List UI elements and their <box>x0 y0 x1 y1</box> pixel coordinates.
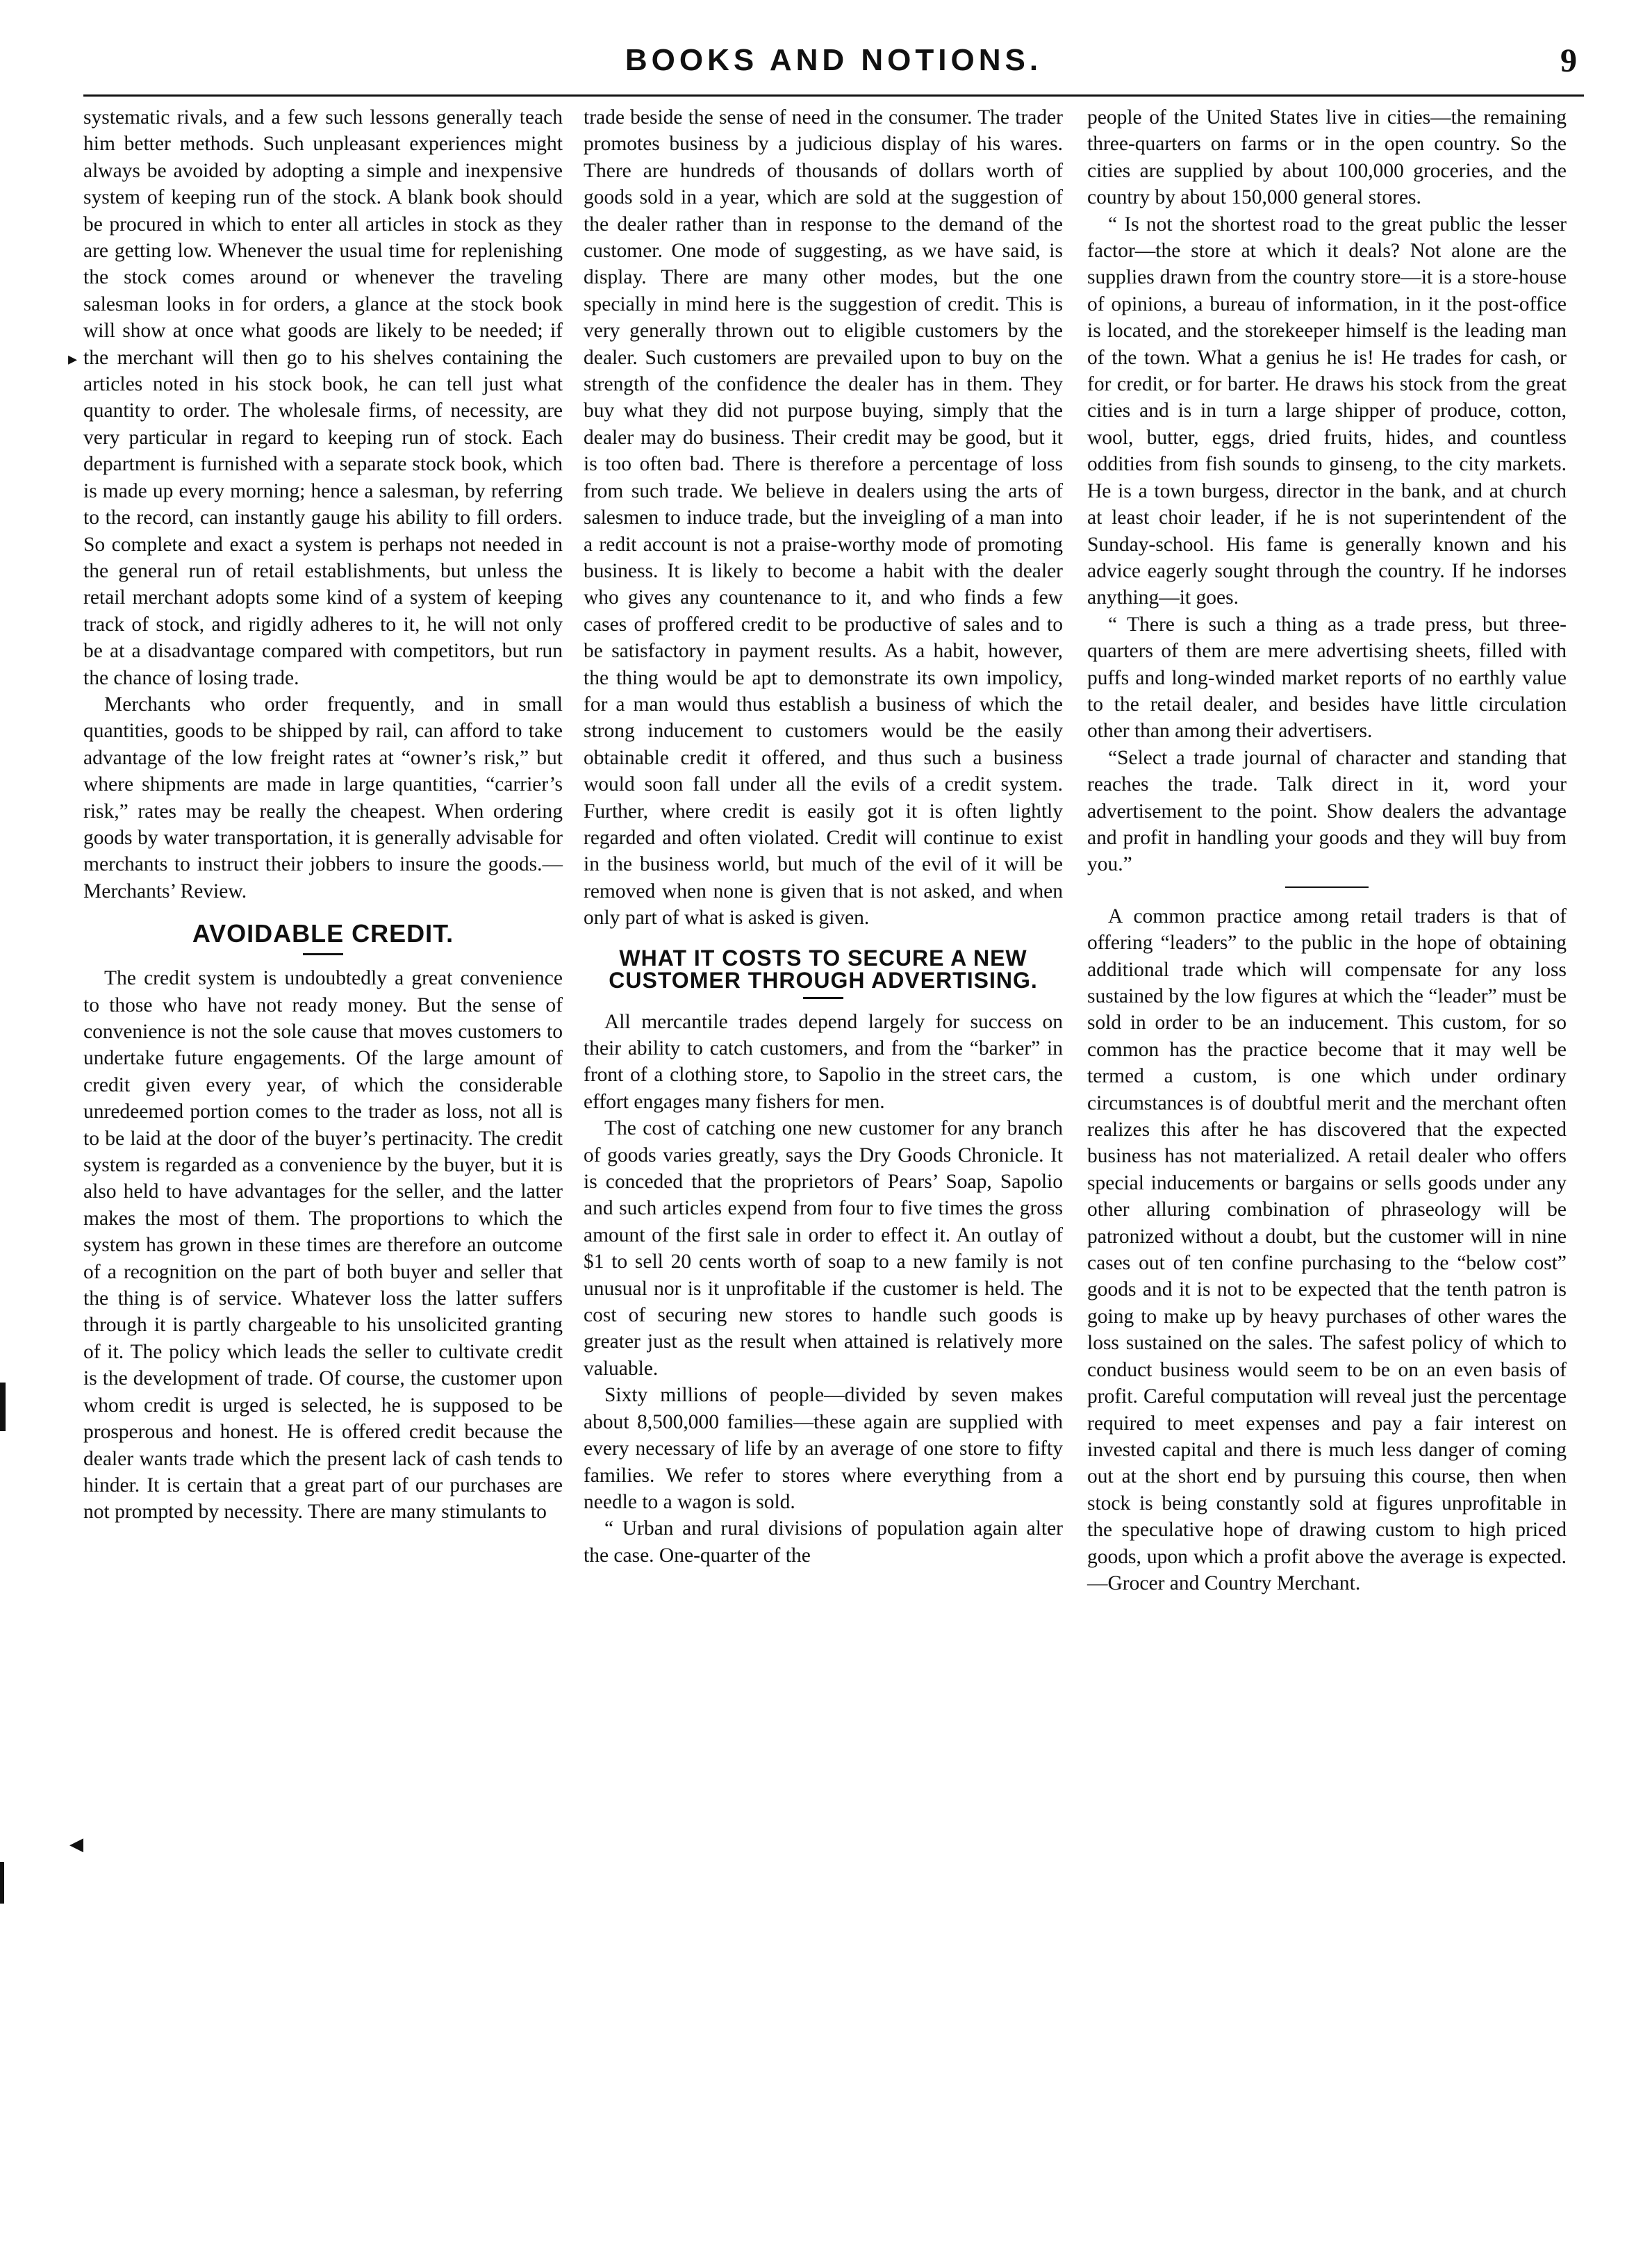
left-edge-mark <box>0 1862 4 1904</box>
margin-arrow-icon: ◀ <box>69 1834 83 1855</box>
paragraph: All mercantile trades depend largely for success on their ability to catch customers, and from the “barker” in front of a clothing store, to Sapolio in the street cars, the effort engages many fishers for men. <box>584 1010 1063 1113</box>
column-2 <box>584 104 1063 1569</box>
section-divider <box>1285 886 1369 888</box>
masthead <box>83 42 1584 90</box>
left-edge-mark <box>0 1383 6 1431</box>
page-title: BOOKS AND NOTIONS. <box>625 43 1043 77</box>
page-number: 9 <box>1560 42 1577 79</box>
margin-pointer-icon: ▸ <box>68 349 78 370</box>
paragraph: systematic rivals, and a few such lessons generally teach him better methods. Such unpleasant experiences might always be avoided by adopting a simple and inexpensive system of keeping run of the stock. A blank book should be procured in which to enter all articles in stock as they are getting low. Whenever the usual time for replenishing the stock comes around or whenever the traveling salesman looks in for orders, a glance at the stock book will show at once what goods are likely to be needed; if the merchant will then go to his shelves containing the articles noted in his stock book, he can tell just what quantity to order. The wholesale firms, of necessity, are very particular in regard to keeping run of stock. Each department is furnished with a separate stock book, which is made up every morning; hence a salesman, by referring to the record, can instantly gauge his ability to fill orders. So complete and exact a system is perhaps not needed in the general run of retail establishments, but unless the retail merchant adopts some kind of a system of keeping track of stock, and rigidly adheres to it, he will not only be at a disadvantage compared with competitors, but run the chance of losing trade. <box>83 106 563 689</box>
heading-rule <box>303 953 343 955</box>
column-1 <box>83 104 563 1526</box>
section-heading: AVOIDABLE CREDIT. <box>192 919 454 948</box>
paragraph: “ Is not the shortest road to the great public the lesser factor—the store at which it deals? Not alone are the supplies drawn from the country store—it is a store-house of opinions, a bureau of information, in it the post-office is located, and the storekeeper himself is the leading man of the town. What a genius he is! He trades for cash, or for credit, or for barter. He draws his stock from the great cities and is in turn a large shipper of produce, cotton, wool, butter, eggs, dried fruits, hides, and countless oddities from fish sounds to ginseng, to the city markets. He is a town burgess, director in the bank, and at church at least choir leader, if he is not superintendent of the Sunday-school. His fame is generally known and his advice eagerly sought through the country. If he indorses anything—it goes. <box>1087 213 1567 609</box>
section-heading: WHAT IT COSTS TO SECURE A NEW CUSTOMER THROUGH ADVERTISING. <box>609 945 1038 993</box>
paragraph: “ There is such a thing as a trade press, but three-quarters of them are mere advertising sheets, filled with puffs and long-winded market reports of no earthly value to the retail dealer, and besides have little circulation other than among their advertisers. <box>1087 613 1567 743</box>
paragraph: A common practice among retail traders is that of offering “leaders” to the public in the hope of obtaining additional trade which will compensate for any loss sustained by the low figures at which the “leader” must be sold in order to be an inducement. This custom, for so common has the practice become that it may well be termed a custom, is one which under ordinary circumstances is of doubtful merit and the merchant often realizes this after he has discovered that the expected business has not materialized. A retail dealer who offers special inducements or bargains or sells goods under any other alluring combination of phraseology will be patronized without a doubt, but the customer will in nine cases out of ten confine purchasing to the “below cost” goods and it is not to be expected that the tenth patron is going to make up by heavy purchases of other wares the loss sustained on the sales. The safest policy of which to conduct business would seem to be on an even basis of profit. Careful computation will reveal just the percentage required to meet expenses and pay a fair interest on invested capital and there is much less danger of coming out at the short end by pursuing this course, then when stock is being constantly sold at figures unprofitable in the speculative hope of drawing custom to high priced goods, upon which a profit above the average is expected.—Grocer and Country Merchant. <box>1087 905 1567 1594</box>
paragraph: The credit system is undoubtedly a great convenience to those who have not ready money. But the sense of convenience is not the sole cause that moves customers to undertake future engagements. Of the large amount of credit given every year, of which the considerable unredeemed portion comes to the trader as loss, not all is to be laid at the door of the buyer’s pertinacity. The credit system is regarded as a convenience by the buyer, but it is also held to have advantages for the seller, and the latter makes the most of them. The proportions to which the system has grown in these times are therefore an outcome of a recognition on the part of both buyer and seller that the thing is of service. Whatever loss the latter suffers through it is partly chargeable to his unsolicited granting of it. The policy which leads the seller to cultivate credit is the development of trade. Of course, the customer upon whom credit is urged is selected, he is supposed to be prosperous and honest. He is offered credit because the dealer wants trade which the present lack of cash tends to hinder. It is certain that a great part of our purchases are not prompted by necessity. There are many stimulants to <box>83 967 563 1524</box>
paragraph: The cost of catching one new customer for any branch of goods varies greatly, says the Dry Goods Chronicle. It is conceded that the proprietors of Pears’ Soap, Sapolio and such articles expend from four to five times the gross amount of the first sale in order to effect it. An outlay of $1 to sell 20 cents worth of soap to a new family is not unusual nor is it unprofitable if the customer is held. The cost of securing new stores to handle such goods is greater just as the result when attained is relatively more valuable. <box>584 1117 1063 1380</box>
paragraph: trade beside the sense of need in the consumer. The trader promotes business by a judicious display of his wares. There are hundreds of thousands of dollars worth of goods sold in a year, which are sold at the suggestion of the dealer rather than in response to the demand of the customer. One mode of suggesting, as we have said, is display. There are many other modes, but the one specially in mind here is the suggestion of credit. This is very generally thrown out to eligible customers by the dealer. Such customers are prevailed upon to buy on the strength of the confidence the dealer has in them. They buy what they did not purpose buying, simply that the dealer may do business. Their credit may be good, but it is too often bad. There is therefore a percentage of loss from such trade. We believe in dealers using the arts of salesmen to induce trade, but the inveigling of a man into a redit account is not a praise-worthy mode of promoting business. It is likely to become a habit with the dealer who gives any countenance to it, and who finds a few cases of proffered credit to be productive of sales and to be satisfactory in payment results. As a habit, however, the thing would be apt to demonstrate its own impolicy, for a man would thus establish a business of which the strong inducement to customers would be the easily obtainable credit it offered, and thus such a business would soon fall under all the evils of a credit system. Further, where credit is easily got it is often lightly regarded and often violated. Credit will continue to exist in the business world, but much of the evil of it will be removed when none is given that is not asked, and when only part of what is asked is given. <box>584 106 1063 930</box>
paragraph: people of the United States live in cities—the remaining three-quarters on farms or in the open country. So the cities are supplied by about 100,000 groceries, and the country by about 150,000 general stores. <box>1087 106 1567 209</box>
paragraph: Sixty millions of people—divided by seven makes about 8,500,000 families—these again are supplied with every necessary of life by an average of one store to fifty families. We refer to stores where everything from a needle to a wagon is sold. <box>584 1384 1063 1513</box>
column-3 <box>1087 104 1567 1597</box>
paragraph: Merchants who order frequently, and in small quantities, goods to be shipped by rail, can afford to take advantage of the low freight rates at “owner’s risk,” but where shipments are made in large quantities, “carrier’s risk,” rates may be really the cheapest. When ordering goods by water transportation, it is generally advisable for merchants to instruct their jobbers to insure the goods.—Merchants’ Review. <box>83 693 563 902</box>
paragraph: “ Urban and rural divisions of population again alter the case. One-quarter of the <box>584 1517 1063 1567</box>
paragraph: “Select a trade journal of character and standing that reaches the trade. Talk direct in it, word your advertisement to the point. Show dealers the advantage and profit in handling your goods and they will buy from you.” <box>1087 746 1567 876</box>
masthead-rule <box>83 94 1584 97</box>
heading-rule <box>803 997 843 999</box>
